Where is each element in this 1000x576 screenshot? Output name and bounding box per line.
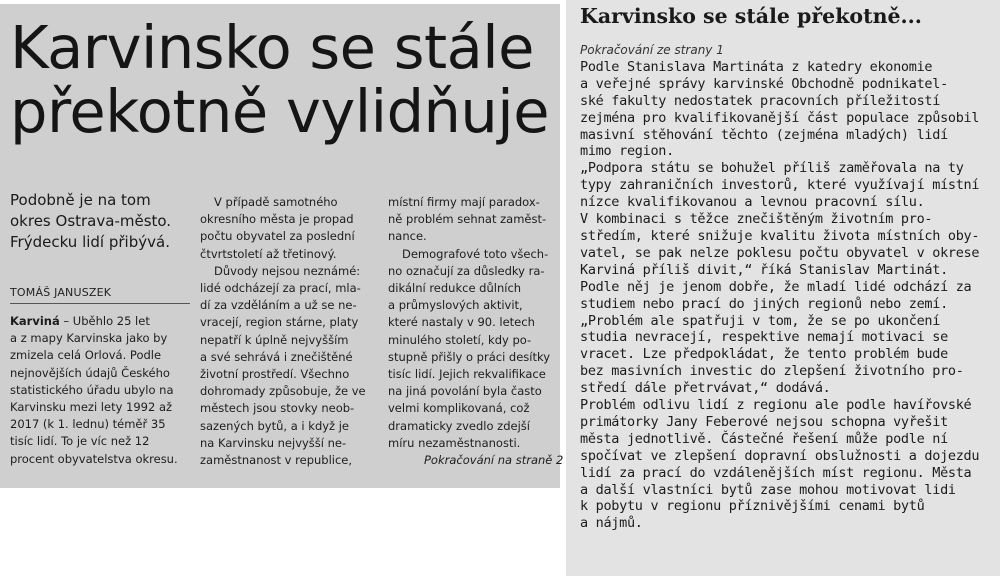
column-line: na jiná povolání byla často [388, 384, 542, 399]
column-line: dohromady způsobuje, že ve [200, 384, 366, 399]
text-line: k pobytu v regionu příznivějšími cenami bytů [580, 498, 925, 515]
column-line: dramaticky zvedlo zdejší [388, 418, 530, 433]
lead-line: okres Ostrava-město. [10, 212, 172, 230]
headline-line: Karvinsko se stále [10, 13, 534, 82]
column-line: nepatří k úplně nejvyšším [200, 332, 349, 347]
text-line: V kombinaci s těžce znečištěným životním pro- [580, 211, 933, 228]
column-line: procent obyvatelstva okresu. [10, 451, 178, 466]
text-line: masivní stěhování těchto (zejména mladých) lidí [580, 126, 948, 143]
article-column-2 [200, 194, 378, 469]
text-line: zejména pro kvalifikovanější část populace způsobil [580, 109, 980, 126]
continued-from-note: Pokračování ze strany 1 [580, 43, 724, 57]
text-line: vatel, se pak nelze poklesu počtu obyvatel v okrese [580, 244, 980, 261]
text-line: nízce kvalifikovanou a levnou pracovní sílu. [580, 194, 925, 211]
column-line: lidé odcházejí za prací, mla- [200, 281, 361, 296]
column-line: městech jsou stovky neob- [200, 401, 355, 416]
article-column-3 [388, 194, 564, 469]
column-line: Karvinsku mezi lety 1992 až [10, 400, 173, 415]
column-line: zaměstnanost v republice, [200, 453, 353, 468]
text-line: „Problém ale spatřuji v tom, že se po ukončení [580, 312, 941, 329]
text-line: ské fakulty nedostatek pracovních příležitostí [580, 92, 941, 109]
column-line: statistického úřadu ubylo na [10, 382, 174, 397]
text-line: města jednotlivě. Částečné řešení může podle ní [580, 430, 948, 447]
column-line: Demografové toto všech- [402, 246, 549, 261]
column-line: dikální redukce důlních [388, 281, 522, 296]
column-line: nance. [388, 229, 427, 244]
text-line: studia nevracejí, respektive nemají motivaci se [580, 329, 948, 346]
column-line: zmizela celá Orlová. Podle [10, 348, 162, 363]
column-line: které nastaly v 90. letech [388, 315, 535, 330]
column-line: V případě samotného [214, 195, 338, 209]
column-line: Důvody nejsou neznámé: [214, 263, 361, 278]
text-line: studiem nebo prací do jiných regionů nebo zemí. [580, 295, 948, 312]
text-line: středím, které snižuje kvalitu života místních oby- [580, 227, 980, 244]
column-line: Karviná – Uběhlo 25 let [10, 314, 150, 328]
column-line: čtvrtstoletí až třetinový. [200, 246, 337, 261]
column-line: dí za vzděláním a už se ne- [200, 298, 357, 313]
article-headline [10, 13, 555, 146]
column-line: nejnovějších údajů Českého [10, 365, 170, 380]
article-column-1 [10, 313, 188, 468]
text-line: Podle něj je jenom dobře, že mladí lidé odchází za [580, 278, 972, 295]
lead-line: Frýdecku lidí přibývá. [10, 233, 170, 251]
text-line: spočívat ve zlepšení dopravní obslužnosti a dojezdu [580, 447, 980, 464]
column-line: sazených bytů, a i když je [200, 418, 350, 433]
continued-note: Pokračování na straně 2 [424, 453, 564, 468]
column-line: tisíc lidí. To je víc než 12 [10, 434, 150, 449]
text-line: „Podpora státu se bohužel příliš zaměřovala na ty [580, 160, 964, 177]
column-line: no označují za důsledky ra- [388, 263, 545, 278]
column-line: velmi komplikovaná, což [388, 401, 530, 416]
column-line: vracejí, region stárne, platy [200, 315, 359, 330]
column-line: tisíc lidí. Jejich rekvalifikace [388, 367, 546, 382]
column-line: okresního města je propad [200, 212, 354, 227]
headline-line: překotně vylidňuje [10, 77, 549, 146]
column-line: minulého století, kdy po- [388, 332, 532, 347]
text-line: a veřejné správy karvinské Obchodně podnikatel- [580, 75, 948, 92]
column-line: ně problém sehnat zaměst- [388, 212, 547, 227]
column-line: míru nezaměstnanosti. [388, 435, 521, 450]
continuation-headline: Karvinsko se stále překotně... [580, 4, 922, 28]
text-line: primátorky Jany Feberové nejsou schopna vyřešit [580, 413, 948, 430]
article-lead [10, 190, 190, 253]
right-clipping [566, 0, 1000, 576]
column-line: a z mapy Karvinska jako by [10, 331, 168, 346]
column-line: a průmyslových aktivit, [388, 298, 523, 313]
column-line: místní firmy mají paradox- [388, 195, 540, 209]
column-line: 2017 (k 1. lednu) téměř 35 [10, 417, 166, 432]
continuation-text [580, 42, 1000, 532]
text-line: Problém odlivu lidí z regionu ale podle havířovské [580, 397, 972, 414]
text-line: bez masivních investic do zlepšení životního pro- [580, 363, 964, 380]
text-line: typy zahraničních investorů, které využívají místní [580, 177, 980, 194]
dateline: Karviná [10, 314, 60, 328]
newsprint-left [0, 4, 564, 488]
author-byline: TOMÁŠ JANUSZEK [10, 286, 190, 304]
lead-line: Podobně je na tom [10, 191, 151, 209]
text-line: mimo region. [580, 143, 674, 160]
text-line: a nájmů. [580, 515, 643, 532]
column-line: stupně přišly o práci desítky [388, 349, 551, 364]
text-line: Karviná příliš divit,“ říká Stanislav Martinát. [580, 261, 948, 278]
text-line: vracet. Lze předpokládat, že tento problém bude [580, 346, 948, 363]
column-line: na Karvinsku nejvyšší ne- [200, 435, 347, 450]
text-line: středí dále přetrvávat,“ dodává. [580, 380, 831, 397]
text-line: a další vlastníci bytů zase mohou motivovat lidi [580, 481, 956, 498]
text-line: Podle Stanislava Martináta z katedry ekonomie [580, 58, 933, 75]
column-line: a své sehrává i znečištěné [200, 349, 353, 364]
column-line: počtu obyvatel za poslední [200, 229, 355, 244]
text-line: lidí za prací do vzdálenějších míst regionu. Města [580, 464, 972, 481]
column-line: životní prostředí. Všechno [200, 367, 350, 382]
